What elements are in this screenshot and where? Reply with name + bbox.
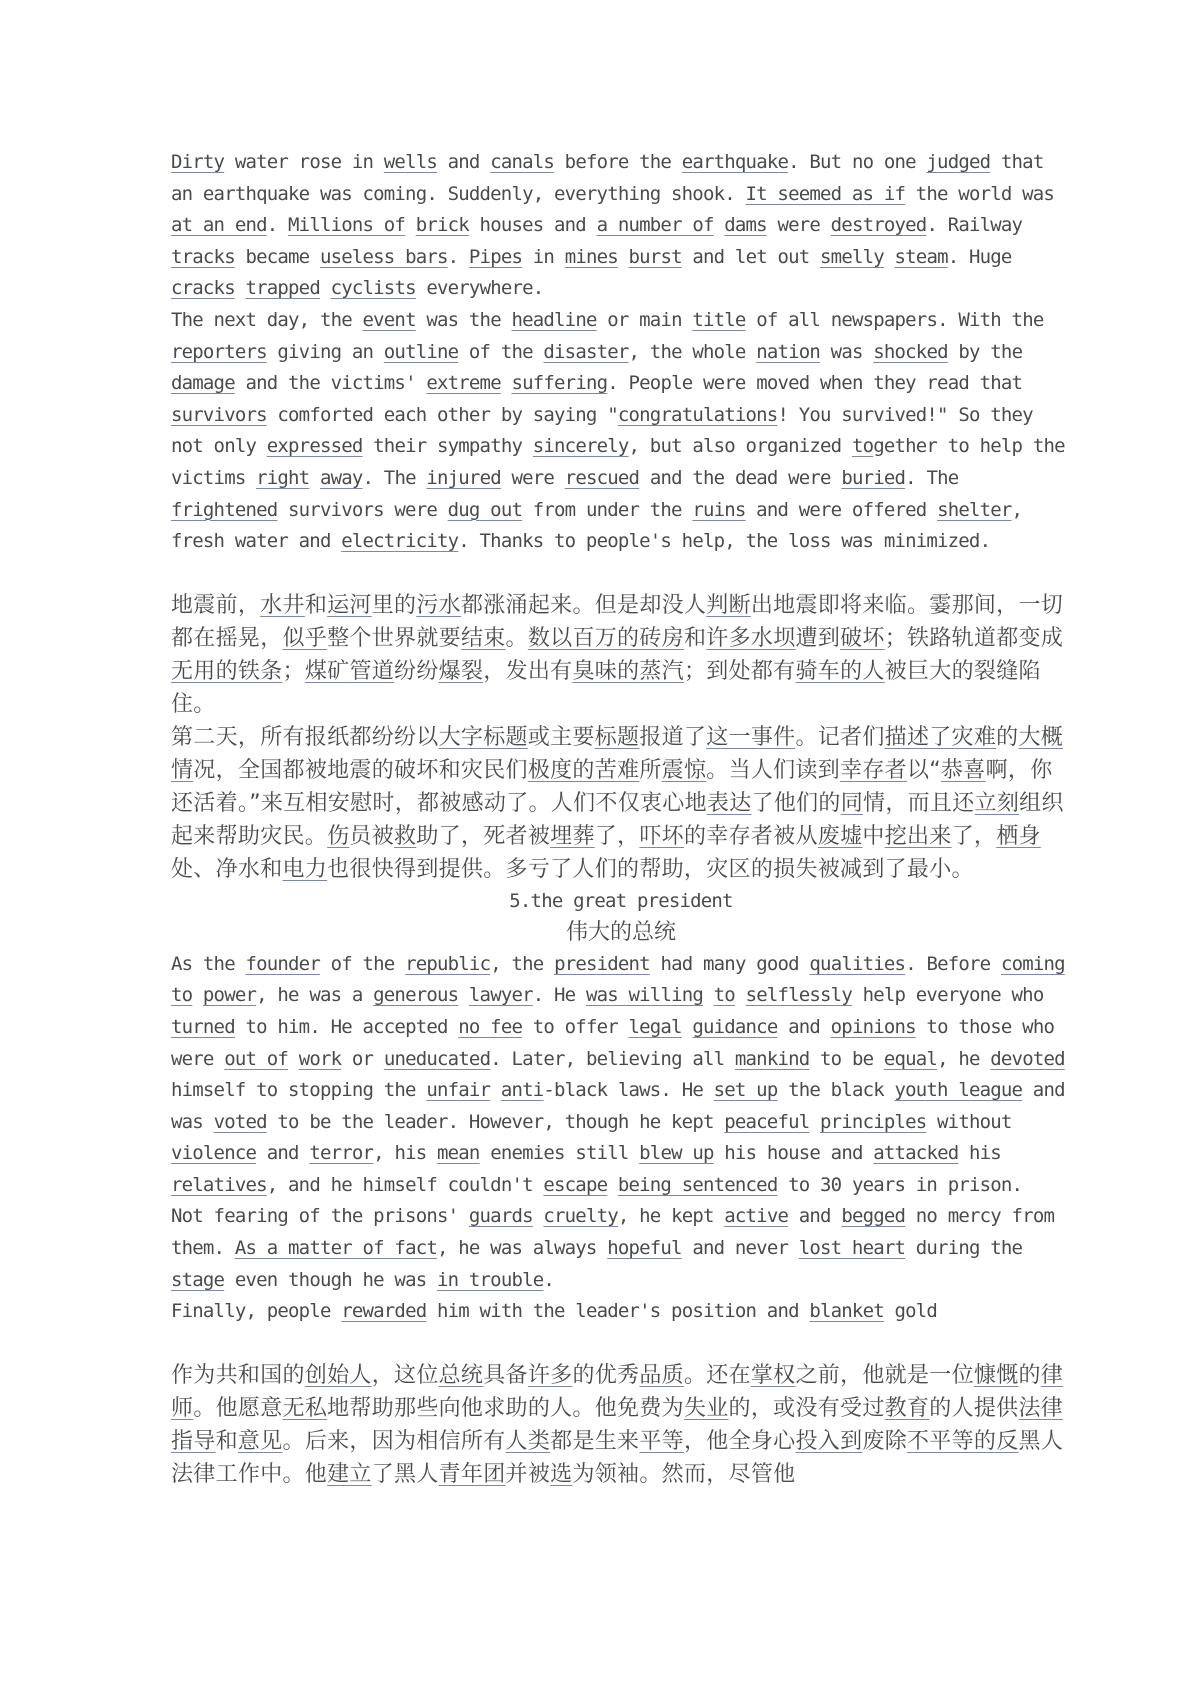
passage4-en-paragraph-1: Dirty water rose in wells and canals before the earthquake. But no one judged that an earthquake was coming. Suddenly, everything shook. It seemed as if the world was at an end. Millions of brick houses and a number of dams were destroyed. Railway tracks became useless bars. Pipes in mines burst and let out smelly steam. Huge cracks trapped cyclists everywhere.	[171, 151, 1055, 300]
passage5-zh-translation: 作为共和国的创始人，这位总统具备许多的优秀品质。还在掌权之前，他就是一位慷慨的律师。他愿意无私地帮助那些向他求助的人。他免费为失业的，或没有受过教育的人提供法律指导和意见。后来，因为相信所有人类都是生来平等，他全身心投入到废除不平等的反黑人法律工作中。他建立了黑人青年团并被选为领袖。然而，尽管他	[171, 1362, 1064, 1487]
passage4-zh-translation: 地震前，水井和运河里的污水都涨涌起来。但是却没人判断出地震即将来临。霎那间，一切都在摇晃，似乎整个世界就要结束。数以百万的砖房和许多水坝遭到破坏；铁路轨道都变成无用的铁条；煤矿管道纷纷爆裂，发出有臭味的蒸汽；到处都有骑车的人被巨大的裂缝陷住。 第二天，所有报纸都纷纷以大字标题或主要标题报道了这一事件。记者们描述了灾难的大概情况，全国都被地震的破坏和灾民们极度的苦难所震惊。当人们读到幸存者以“恭喜啊，你还活着。”来互相安慰时，都被感动了。人们不仅衷心地表达了他们的同情，而且还立刻组织起来帮助灾民。伤员被救助了，死者被埋葬了，吓坏的幸存者被从废墟中挖出来了，栖身处、净水和电力也很快得到提供。多亏了人们的帮助，灾区的损失被减到了最小。	[171, 592, 1064, 882]
passage5-en-paragraph-1: As the founder of the republic, the president had many good qualities. Before coming to power, he was a generous lawyer. He was willing to selflessly help everyone who turned to him. He accepted no fee to offer legal guidance and opinions to those who were out of work or uneducated. Later, believing all mankind to be equal, he devoted himself to stopping the unfair anti-black laws. He set up the black youth league and was voted to be the leader. However, though he kept peaceful principles without violence and terror, his mean enemies still blew up his house and attacked his relatives, and he himself couldn't escape being sentenced to 30 years in prison.	[171, 952, 1065, 1196]
passage4-en-paragraph-2: The next day, the event was the headline or main title of all newspapers. With the reporters giving an outline of the disaster, the whole nation was shocked by the damage and the victims' extreme suffering. People were moved when they read that survivors comforted each other by saying "congratulations! You survived!" So they not only expressed their sympathy sincerely, but also organized together to help the victims right away. The injured were rescued and the dead were buried. The frightened survivors were dug out from under the ruins and were offered shelter, fresh water and electricity. Thanks to people's help, the loss was minimized.	[171, 308, 1065, 553]
passage5-en-paragraph-3: Finally, people rewarded him with the leader's position and blanket gold	[171, 1300, 938, 1323]
passage5-title-en: 5.the great president	[509, 889, 733, 912]
passage5-title-zh: 伟大的总统	[565, 919, 676, 945]
passage5-en-paragraph-2: Not fearing of the prisons' guards cruelty, he kept active and begged no mercy from them. As a matter of fact, he was always hopeful and never lost heart during the stage even though he was in trouble.	[171, 1205, 1055, 1291]
document-page	[171, 147, 1071, 1491]
